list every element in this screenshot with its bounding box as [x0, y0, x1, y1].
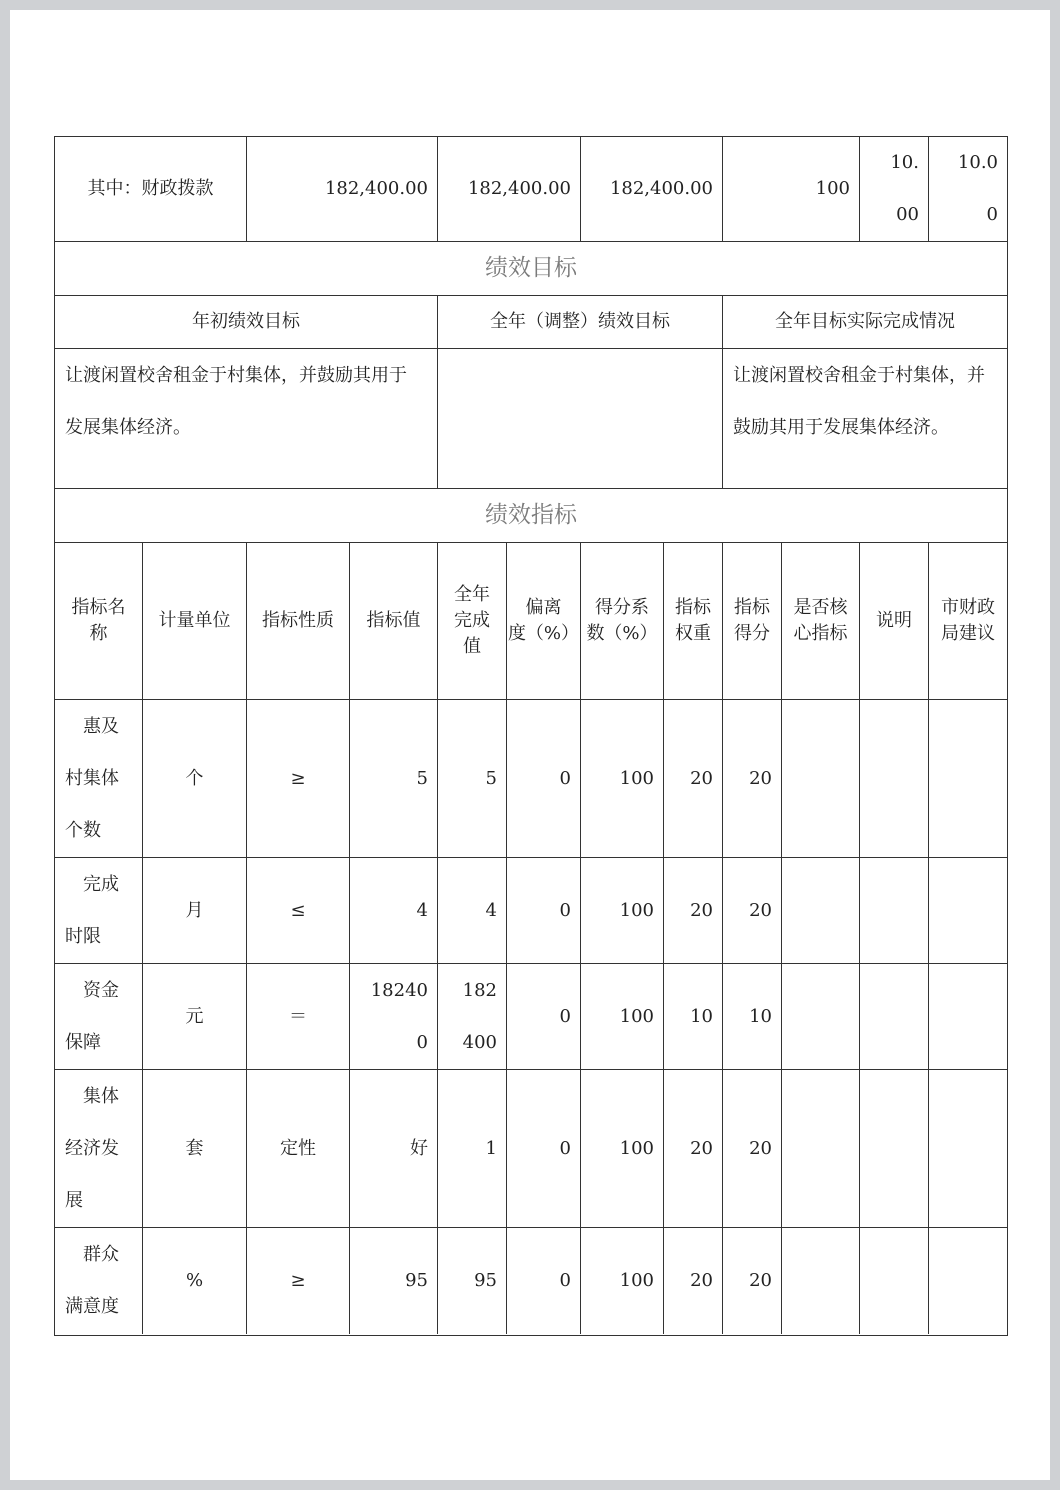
table-cell [860, 858, 929, 964]
table-cell [55, 1228, 143, 1334]
indicator-unit: 个 [185, 767, 204, 789]
header-name: 指标名 称 [71, 597, 126, 644]
header-score: 指标 得分 [734, 597, 770, 644]
indicator-unit: % [185, 1270, 204, 1291]
table-cell [143, 858, 247, 964]
table-cell [723, 1228, 782, 1334]
indicators-section-title-text: 绩效指标 [485, 502, 577, 528]
table-cell [247, 1228, 350, 1334]
indicator-name: 群众 满意度 [65, 1244, 119, 1317]
table-cell [664, 700, 723, 858]
table-cell [507, 700, 581, 858]
header-cell [782, 543, 860, 700]
indicator-name: 资金 保障 [65, 979, 119, 1053]
table-cell [581, 1228, 664, 1334]
table-cell [782, 1228, 860, 1334]
indicator-score: 20 [749, 1137, 772, 1159]
fiscal-value-3: 182,400.00 [609, 178, 713, 199]
fiscal-value-cell [438, 137, 581, 242]
table-cell [350, 964, 438, 1070]
goal-initial-cell [55, 349, 438, 489]
table-cell [581, 964, 664, 1070]
table-cell [55, 858, 143, 964]
goal-actual-cell [723, 349, 1007, 489]
indicator-value: 好 [410, 1137, 428, 1159]
header-nature: 指标性质 [262, 610, 334, 631]
indicator-deviation: 0 [559, 767, 571, 789]
header-note: 说明 [876, 610, 912, 631]
table-cell [860, 1070, 929, 1228]
table-cell [350, 858, 438, 964]
table-cell [55, 964, 143, 1070]
indicator-name: 惠及 村集体 个数 [65, 715, 119, 841]
indicator-nature: ≥ [290, 1270, 306, 1291]
indicator-coef: 100 [619, 1137, 654, 1159]
header-unit: 计量单位 [158, 610, 231, 631]
header-cell [860, 543, 929, 700]
goal-actual-text: 让渡闲置校舍租金于村集体，并 鼓励其用于发展集体经济。 [733, 365, 985, 438]
table-cell [860, 1228, 929, 1334]
indicator-nature: 定性 [280, 1137, 316, 1159]
table-cell [782, 700, 860, 858]
indicator-nature: ≤ [290, 899, 306, 921]
table-cell [143, 964, 247, 1070]
table-cell [143, 1070, 247, 1228]
performance-table [54, 136, 1008, 1336]
indicator-deviation: 0 [559, 899, 571, 921]
header-cell [438, 543, 507, 700]
indicator-value: 18240 0 [370, 979, 428, 1053]
indicator-deviation: 0 [559, 1005, 571, 1027]
table-cell [350, 700, 438, 858]
header-cell [55, 543, 143, 700]
indicator-actual: 1 [485, 1137, 497, 1159]
goal-header-actual-text: 全年目标实际完成情况 [775, 311, 955, 332]
indicator-unit: 月 [185, 899, 204, 921]
table-cell [247, 1070, 350, 1228]
indicator-value: 95 [405, 1270, 428, 1291]
table-cell [438, 964, 507, 1070]
table-cell [438, 1070, 507, 1228]
indicator-score: 20 [749, 1270, 772, 1291]
header-value: 指标值 [366, 610, 421, 631]
indicator-unit: 元 [185, 1005, 204, 1027]
indicator-nature: ＝ [289, 1005, 307, 1027]
indicator-score: 20 [749, 899, 772, 921]
indicator-weight: 20 [690, 899, 713, 921]
indicator-actual: 182 400 [462, 979, 497, 1053]
fiscal-label-cell [55, 137, 247, 242]
table-cell [860, 700, 929, 858]
table-cell [507, 858, 581, 964]
table-cell [929, 700, 1007, 858]
table-cell [664, 1228, 723, 1334]
fiscal-label: 其中：财政拨款 [87, 178, 214, 199]
header-cell [247, 543, 350, 700]
fiscal-score: 10.0 0 [957, 152, 998, 225]
indicators-section-title [55, 489, 1007, 543]
indicator-deviation: 0 [559, 1270, 571, 1291]
goal-initial-text: 让渡闲置校舍租金于村集体，并鼓励其用于 发展集体经济。 [65, 365, 407, 438]
indicator-weight: 20 [690, 1270, 713, 1291]
table-cell [581, 858, 664, 964]
header-cell [664, 543, 723, 700]
table-cell [581, 1070, 664, 1228]
header-weight: 指标 权重 [675, 597, 711, 644]
table-cell [581, 700, 664, 858]
table-cell [664, 1070, 723, 1228]
table-cell [860, 964, 929, 1070]
table-cell [507, 1070, 581, 1228]
header-deviation: 偏离 度（%） [507, 597, 580, 644]
table-cell [247, 700, 350, 858]
header-cell [723, 543, 782, 700]
table-cell [438, 700, 507, 858]
goals-section-title-text: 绩效目标 [485, 255, 577, 281]
table-cell [782, 858, 860, 964]
table-cell [507, 964, 581, 1070]
fiscal-value-cell [581, 137, 723, 242]
table-cell [55, 1070, 143, 1228]
table-cell [438, 858, 507, 964]
table-cell [664, 858, 723, 964]
table-cell [723, 1070, 782, 1228]
table-cell [507, 1228, 581, 1334]
table-cell [929, 1070, 1007, 1228]
table-cell [350, 1070, 438, 1228]
header-actual: 全年 完成 值 [454, 584, 490, 657]
header-cell [929, 543, 1007, 700]
header-cell [581, 543, 664, 700]
header-cell [507, 543, 581, 700]
table-cell [723, 700, 782, 858]
indicator-weight: 10 [690, 1005, 713, 1027]
fiscal-rate-cell [723, 137, 860, 242]
indicator-weight: 20 [690, 1137, 713, 1159]
indicator-name: 集体 经济发 展 [65, 1085, 119, 1211]
table-cell [350, 1228, 438, 1334]
indicator-value: 4 [416, 899, 428, 921]
table-cell [929, 858, 1007, 964]
goals-section-title [55, 242, 1007, 296]
indicator-value: 5 [416, 767, 428, 789]
table-cell [723, 964, 782, 1070]
indicator-unit: 套 [185, 1137, 204, 1159]
header-cell [143, 543, 247, 700]
fiscal-value-1: 182,400.00 [324, 178, 428, 199]
indicator-nature: ≥ [290, 767, 306, 789]
goal-adjusted-cell [438, 349, 723, 489]
fiscal-value-cell [247, 137, 438, 242]
table-cell [247, 858, 350, 964]
goal-header-actual [723, 296, 1007, 349]
table-cell [55, 700, 143, 858]
table-cell [929, 1228, 1007, 1334]
indicator-score: 10 [749, 1005, 772, 1027]
table-cell [782, 964, 860, 1070]
goal-header-adjusted [438, 296, 723, 349]
table-cell [723, 858, 782, 964]
indicator-coef: 100 [619, 767, 654, 789]
table-cell [782, 1070, 860, 1228]
table-cell [247, 964, 350, 1070]
header-cell [350, 543, 438, 700]
header-advice: 市财政 局建议 [941, 597, 995, 644]
indicator-actual: 5 [485, 767, 497, 789]
header-coef: 得分系 数（%） [586, 597, 658, 644]
indicator-coef: 100 [619, 1005, 654, 1027]
goal-header-initial [55, 296, 438, 349]
table-cell [438, 1228, 507, 1334]
fiscal-score-cell [929, 137, 1007, 242]
indicator-weight: 20 [690, 767, 713, 789]
fiscal-weight: 10. 00 [890, 152, 919, 225]
table-cell [143, 1228, 247, 1334]
fiscal-weight-cell [860, 137, 929, 242]
fiscal-value-2: 182,400.00 [467, 178, 571, 199]
indicator-actual: 95 [474, 1270, 497, 1291]
indicator-coef: 100 [619, 1270, 654, 1291]
goal-header-initial-text: 年初绩效目标 [192, 311, 300, 332]
header-core: 是否核 心指标 [793, 597, 848, 644]
indicator-actual: 4 [485, 899, 497, 921]
fiscal-rate: 100 [815, 178, 850, 199]
goal-header-adjusted-text: 全年（调整）绩效目标 [490, 311, 670, 332]
table-cell [664, 964, 723, 1070]
table-cell [929, 964, 1007, 1070]
document-page [10, 10, 1050, 1480]
indicator-deviation: 0 [559, 1137, 571, 1159]
indicator-name: 完成 时限 [65, 873, 119, 947]
table-cell [143, 700, 247, 858]
indicator-coef: 100 [619, 899, 654, 921]
indicator-score: 20 [749, 767, 772, 789]
